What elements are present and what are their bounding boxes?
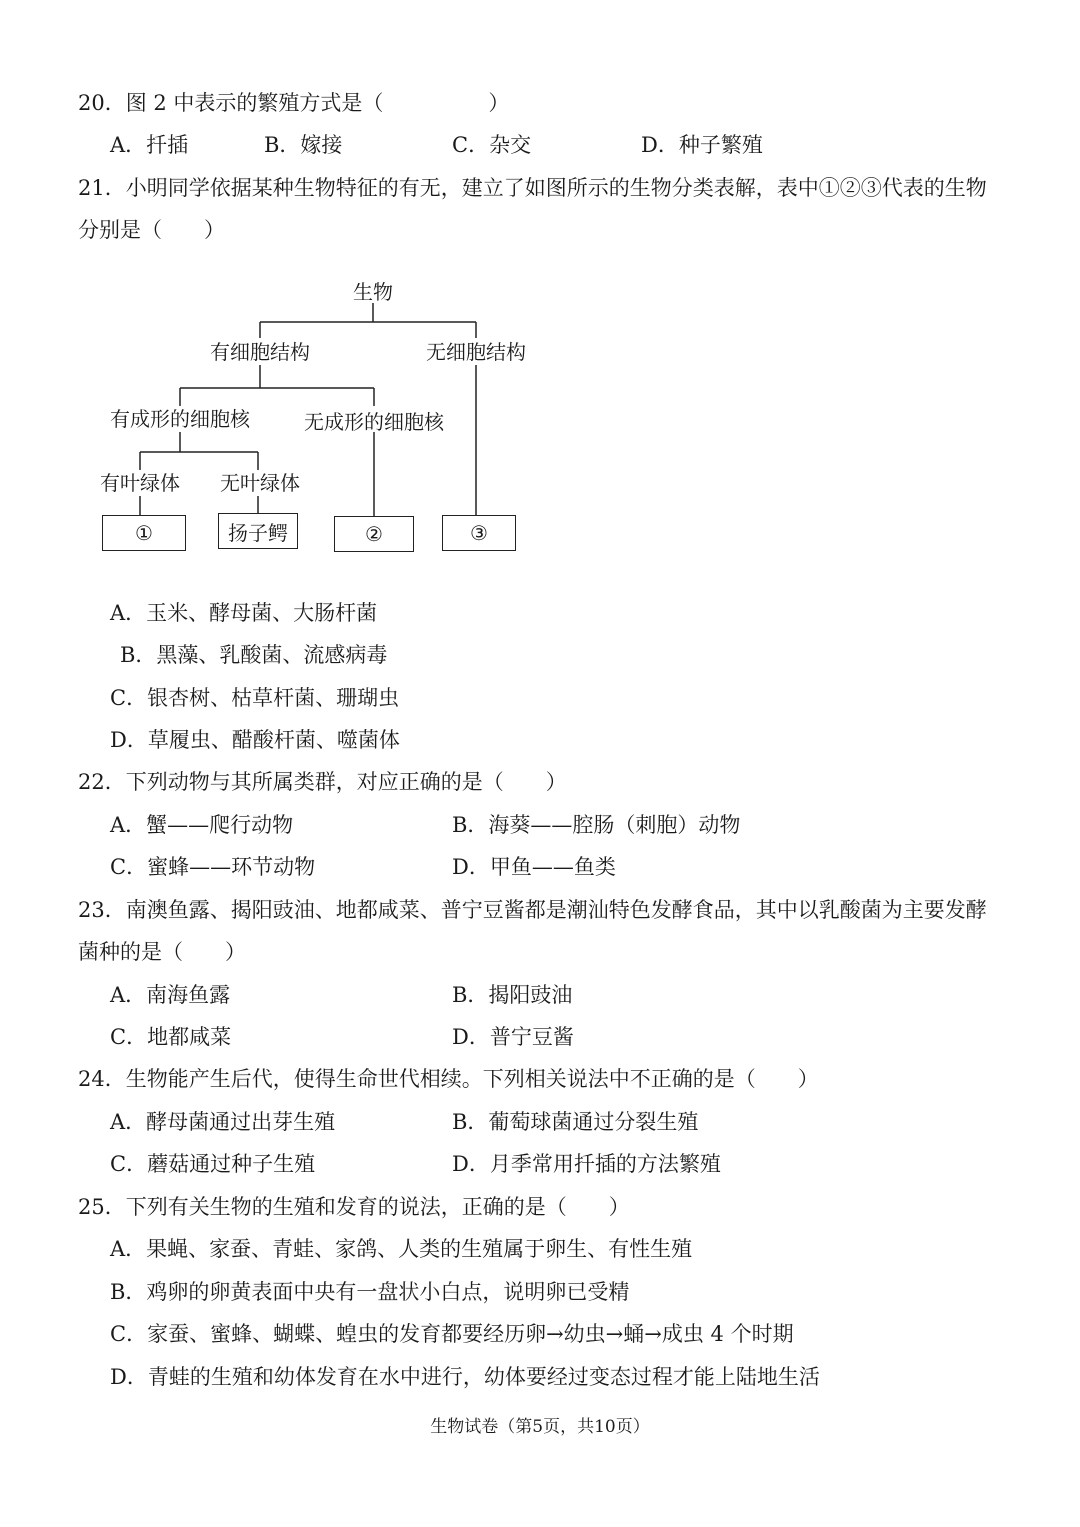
question-24-stem: 24．生物能产生后代，使得生命世代相续。下列相关说法中不正确的是（ ） — [78, 1067, 819, 1091]
q23-option-c: C．地都咸菜 — [110, 1025, 232, 1049]
node-no-cell-structure: 无细胞结构 — [426, 340, 526, 364]
question-20-stem: 20．图 2 中表示的繁殖方式是（ ） — [78, 91, 510, 115]
question-22-stem: 22．下列动物与其所属类群，对应正确的是（ ） — [78, 770, 567, 794]
box-3: ③ — [442, 515, 516, 551]
q24-option-d: D．月季常用扦插的方法繁殖 — [452, 1152, 721, 1176]
q25-option-c: C．家蚕、蜜蜂、蝴蝶、蝗虫的发育都要经历卵→幼虫→蛹→成虫 4 个时期 — [110, 1322, 794, 1346]
q20-option-a: A．扦插 — [110, 133, 189, 157]
q24-option-b: B．葡萄球菌通过分裂生殖 — [452, 1110, 699, 1134]
box-yangzie-alligator: 扬子鳄 — [218, 513, 298, 549]
q23-option-d: D．普宁豆酱 — [452, 1025, 574, 1049]
q23-option-b: B．揭阳豉油 — [452, 983, 573, 1007]
q21-option-b: B．黑藻、乳酸菌、流感病毒 — [120, 643, 388, 667]
q22-option-d: D．甲鱼——鱼类 — [452, 855, 616, 879]
question-21-stem-line2: 分别是（ ） — [78, 218, 225, 242]
node-root: 生物 — [353, 280, 393, 304]
q23-option-a: A．南海鱼露 — [110, 983, 231, 1007]
box-1: ① — [102, 515, 186, 551]
node-has-nucleus: 有成形的细胞核 — [110, 407, 250, 431]
question-21-stem-line1: 21．小明同学依据某种生物特征的有无，建立了如图所示的生物分类表解，表中①②③代表的生物 — [78, 176, 987, 200]
q21-option-c: C．银杏树、枯草杆菌、珊瑚虫 — [110, 686, 400, 710]
node-has-chloroplast: 有叶绿体 — [100, 471, 180, 495]
q25-option-b: B．鸡卵的卵黄表面中央有一盘状小白点，说明卵已受精 — [110, 1280, 630, 1304]
classification-diagram — [96, 270, 536, 560]
question-23-stem-line2: 菌种的是（ ） — [78, 940, 246, 964]
q24-option-a: A．酵母菌通过出芽生殖 — [110, 1110, 336, 1134]
q22-option-c: C．蜜蜂——环节动物 — [110, 855, 316, 879]
q20-option-c: C．杂交 — [452, 133, 532, 157]
page-footer: 生物试卷（第5页，共10页） — [430, 1417, 650, 1437]
q24-option-c: C．蘑菇通过种子生殖 — [110, 1152, 316, 1176]
q22-option-a: A．蟹——爬行动物 — [110, 813, 294, 837]
q20-option-b: B．嫁接 — [264, 133, 343, 157]
q21-option-a: A．玉米、酵母菌、大肠杆菌 — [110, 601, 378, 625]
node-no-chloroplast: 无叶绿体 — [220, 471, 300, 495]
q25-option-d: D．青蛙的生殖和幼体发育在水中进行，幼体要经过变态过程才能上陆地生活 — [110, 1365, 820, 1389]
q22-option-b: B．海葵——腔肠（刺胞）动物 — [452, 813, 741, 837]
q21-option-d: D．草履虫、醋酸杆菌、噬菌体 — [110, 728, 400, 752]
question-23-stem-line1: 23．南澳鱼露、揭阳豉油、地都咸菜、普宁豆酱都是潮汕特色发酵食品，其中以乳酸菌为主要发酵 — [78, 898, 987, 922]
question-25-stem: 25．下列有关生物的生殖和发育的说法，正确的是（ ） — [78, 1195, 630, 1219]
q20-option-d: D．种子繁殖 — [641, 133, 763, 157]
box-2: ② — [334, 516, 414, 552]
q25-option-a: A．果蝇、家蚕、青蛙、家鸽、人类的生殖属于卵生、有性生殖 — [110, 1237, 693, 1261]
node-no-nucleus: 无成形的细胞核 — [304, 410, 444, 434]
node-has-cell-structure: 有细胞结构 — [210, 340, 310, 364]
